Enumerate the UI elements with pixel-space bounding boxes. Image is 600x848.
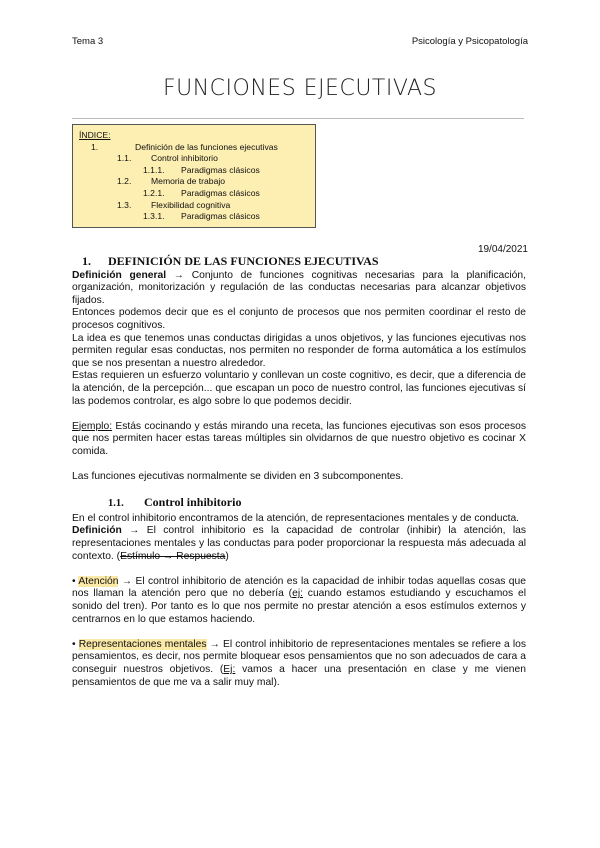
toc-item[interactable]: 1.3. Flexibilidad cognitiva	[117, 199, 231, 210]
document-body	[72, 255, 526, 689]
section-heading: 1. DEFINICIÓN DE LAS FUNCIONES EJECUTIVAS	[82, 254, 379, 268]
toc-item[interactable]: 1.2.1. Paradigmas clásicos	[143, 187, 260, 198]
toc-label: ÍNDICE:	[79, 130, 111, 140]
header-right: Psicología y Psicopatología	[411, 36, 528, 47]
paragraph: Estas requieren un esfuerzo voluntario y conllevan un coste cognitivo, es decir, que a diferencia de la atención, de la percepción... que escapan un poco de nuestro control, las funciones ejecutivas sí las podemos controlar, es algo sobre lo que podemos decidir.	[72, 370, 526, 407]
page-title: FUNCIONES EJECUTIVAS	[162, 76, 438, 101]
paragraph: La idea es que tenemos unas conductas dirigidas a unos objetivos, y las funciones ejecutivas nos permiten regular esas conductas, nos permiten no responder de forma automática a los estímulos que se nos presentan a nuestro alrededor.	[72, 332, 526, 369]
toc-item[interactable]: 1.2. Memoria de trabajo	[117, 176, 226, 187]
date: 19/04/2021	[477, 244, 528, 255]
definition-general: Definición general → Conjunto de funciones cognitivas necesarias para la planificación, organización, monitorización y regulación de las conductas necesarias para alcanzar objetivos fijados.	[72, 269, 526, 306]
paragraph: Las funciones ejecutivas normalmente se dividen en 3 subcomponentes.	[72, 471, 404, 483]
toc-item[interactable]: 1.1. Control inhibitorio	[117, 153, 218, 164]
subsection-heading: 1.1. Control inhibitorio	[108, 495, 242, 510]
title-divider	[72, 118, 524, 119]
toc-item[interactable]: 1.1.1. Paradigmas clásicos	[143, 164, 260, 175]
example: Ejemplo: Estás cocinando y estás mirando una receta, las funciones ejecutivas son esos procesos que nos permiten hacer estas tareas múltiples sin olvidarnos de que nuestro objetivo es cocinar X comida.	[72, 420, 526, 457]
toc-item[interactable]: 1.3.1. Paradigmas clásicos	[143, 211, 260, 222]
paragraph: Entonces podemos decir que es el conjunto de procesos que nos permiten coordinar el resto de procesos cognitivos.	[72, 307, 526, 331]
paragraph: En el control inhibitorio encontramos de la atención, de representaciones mentales y de conducta.	[72, 512, 520, 524]
toc-item[interactable]: 1. Definición de las funciones ejecutivas	[91, 141, 278, 152]
header-left: Tema 3	[72, 36, 104, 47]
table-of-contents	[72, 124, 316, 228]
definition: Definición → El control inhibitorio es la capacidad de controlar (inhibir) la atención, las representaciones mentales y las conductas para poder proporcionar la respuesta más adecuada al contexto. (Estímulo → Respuesta)	[72, 525, 526, 562]
bullet-atencion: • Atención → El control inhibitorio de atención es la capacidad de inhibir todas aquellas cosas que nos llaman la atención pero que no debería (ej: cuando estamos estudiando y escuchamos el sonido del tren). Por tanto es lo que nos permite no prestar atención a esos estímulos externos y centrarnos en lo que estamos haciendo.	[72, 575, 526, 625]
bullet-representaciones: • Representaciones mentales → El control inhibitorio de representaciones mentales se refiere a los pensamientos, es decir, nos permite bloquear esos pensamientos que no son adecuados de cara a conseguir nuestros objetivos. (Ej: vamos a hacer una presentación en clase y me vienen pensamientos de que me va a salir muy mal).	[72, 638, 527, 688]
